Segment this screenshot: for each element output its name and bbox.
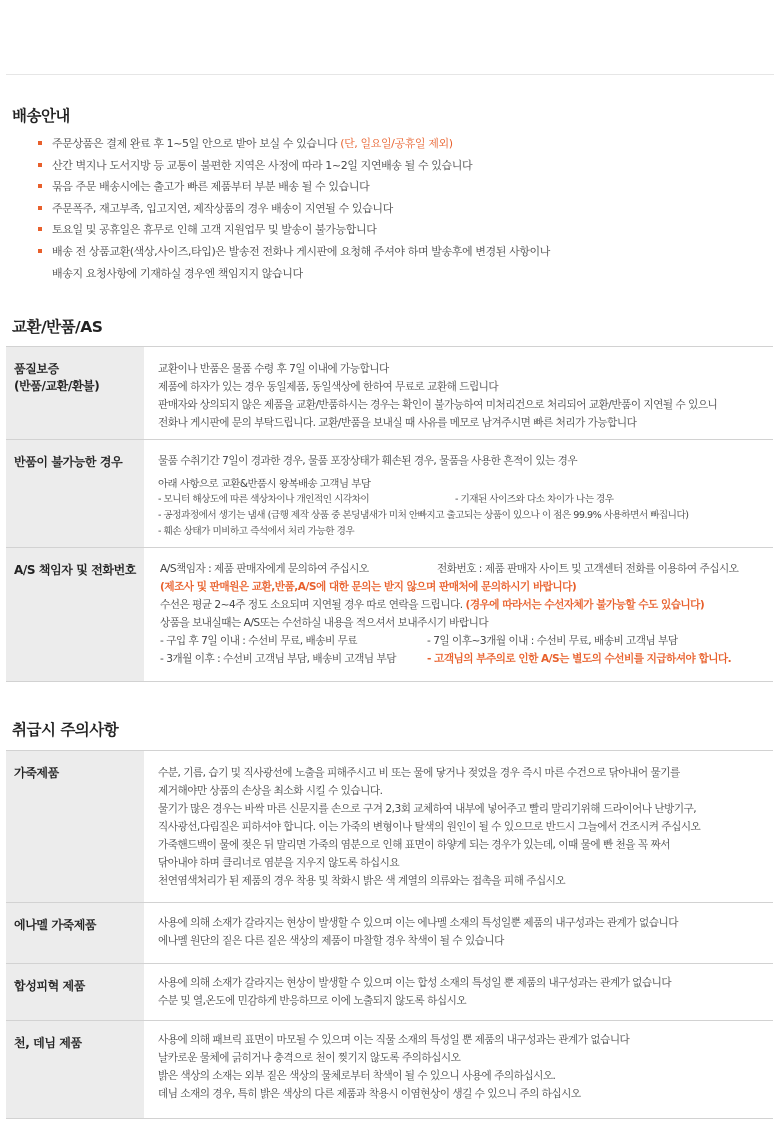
table-row xyxy=(6,1021,773,1119)
list-item: 배송 전 상품교환(색상,사이즈,타입)은 발송전 전화나 게시판에 요청해 주셔야 하며 발송후에 변경된 사항이나 배송지 요청사항에 기재하실 경우엔 책임지지 않습니다 xyxy=(38,241,758,284)
table-row xyxy=(6,751,773,903)
table-row xyxy=(6,903,773,964)
noreturn-content: 물품 수취기간 7일이 경과한 경우, 물품 포장상태가 훼손된 경우, 물품을 사용한 흔적이 있는 경우 아래 사항으로 교환&반품시 왕복배송 고객님 부담 - 모니터 해상도에 따른 색상차이나 개인적인 시각차이 - 기재된 사이즈와 다소 차이가 나는 경우 - 공정과정에서 생기는 냄새 (급행 제작 상품 중 본딩냄새가 미처 안빠지고 출고되는 상품이 있으나 이 점은 99.9% 사용하면서 빠집니다) - 훼손 상태가 미비하고 즉석에서 처리 가능한 경우 xyxy=(144,440,773,548)
as-content: A/S책임자 : 제품 판매자에게 문의하여 주십시오 전화번호 : 제품 판매자 사이트 및 고객센터 전화를 이용하여 주십시오 (제조사 및 판매원은 교환,반품,A/S에 대한 문의는 받지 않으며 판매처에 문의하시기 바랍니다) 수선은 평균 2~4주 정도 소요되며 지연될 경우 따로 연락을 드립니다. (경우에 따라서는 수선자체가 불가능할 수도 있습니다) 상품을 보내실때는 A/S또는 수선하실 내용을 적으셔서 보내주시기 바랍니다 - 구입 후 7일 이내 : 수선비 무료, 배송비 무료 - 7일 이후~3개월 이내 : 수선비 무료, 배송비 고객님 부담 - 3개월 이후 : 수선비 고객님 부담, 배송비 고객님 부담 - 고객님의 부주의로 인한 A/S는 별도의 수선비를 지급하셔야 합니다. xyxy=(144,548,773,682)
row-header-noreturn: 반품이 불가능한 경우 xyxy=(6,440,144,548)
holiday-note: (단, 일요일/공휴일 제외) xyxy=(340,137,453,150)
top-divider xyxy=(6,74,774,75)
shipping-title: 배송안내 xyxy=(12,107,70,125)
table-row xyxy=(6,964,773,1021)
exchange-title: 교환/반품/AS xyxy=(12,318,103,336)
row-header-leather: 가죽제품 xyxy=(6,751,144,903)
shipping-list xyxy=(38,133,758,284)
exchange-table xyxy=(6,346,773,682)
list-item: 토요일 및 공휴일은 휴무로 인해 고객 지원업무 및 발송이 불가능합니다 xyxy=(38,219,758,241)
enamel-content: 사용에 의해 소재가 갈라지는 현상이 발생할 수 있으며 이는 에나멜 소재의 특성일뿐 제품의 내구성과는 관계가 없습니다 에나멜 원단의 짙은 다른 짙은 색상의 제품이 마찰할 경우 착색이 될 수 있습니다 xyxy=(144,903,773,964)
leather-content: 수분, 기름, 습기 및 직사광선에 노출을 피해주시고 비 또는 물에 닿거나 젖었을 경우 즉시 마른 수건으로 닦아내어 물기를 제거해야만 상품의 손상을 최소화 시킬 수 있습니다. 물기가 많은 경우는 바싹 마른 신문지를 손으로 구겨 2,3회 교체하여 내부에 넣어주고 빨리 말리기위해 드라이어나 난방기구, 직사광선,다림질은 피하셔야 합니다. 이는 가죽의 변형이나 탈색의 원인이 될 수 있으므로 반드시 그늘에서 건조시켜 주십시오 가죽핸드백이 물에 젖은 뒤 말리면 가죽의 염분으로 인해 표면이 하얗게 되는 경우가 있는데, 이때 물에 빤 천을 꼭 짜서 닦아내야 하며 클리너로 염분을 지우지 않도록 하십시요 천연염색처리가 된 제품의 경우 착용 및 착화시 밝은 색 계열의 의류와는 접촉을 피해 주십시오 xyxy=(158,767,701,887)
list-item: 묶음 주문 배송시에는 출고가 빠른 제품부터 부분 배송 될 수 있습니다 xyxy=(38,176,758,198)
quality-content: 교환이나 반품은 물품 수령 후 7일 이내에 가능합니다 제품에 하자가 있는 경우 동일제품, 동일색상에 한하여 무료로 교환해 드립니다 판매자와 상의되지 않은 제품을 교환/반품하시는 경우는 확인이 불가능하여 미처리건으로 처리되어 교환/반품이 지연될 수 있으니 전화나 게시판에 문의 부탁드립니다. 교환/반품을 보내실 때 사유를 메모로 남겨주시면 빠른 처리가 가능합니다 xyxy=(158,363,718,429)
row-header-enamel: 에나멜 가죽제품 xyxy=(6,903,144,964)
list-item: 산간 벽지나 도서지방 등 교통이 불편한 지역은 사정에 따라 1~2일 지연배송 될 수 있습니다 xyxy=(38,155,758,177)
row-header-synthetic: 합성피혁 제품 xyxy=(6,964,144,1021)
list-item: 주문폭주, 재고부족, 입고지연, 제작상품의 경우 배송이 지연될 수 있습니다 xyxy=(38,198,758,220)
list-item: 주문상품은 결제 완료 후 1~5일 안으로 받아 보실 수 있습니다 (단, 일요일/공휴일 제외) xyxy=(38,133,758,155)
row-header-denim: 천, 데님 제품 xyxy=(6,1021,144,1119)
synthetic-content: 사용에 의해 소재가 갈라지는 현상이 발생할 수 있으며 이는 합성 소재의 특성일 뿐 제품의 내구성과는 관계가 없습니다 수분 및 열,온도에 민감하게 반응하므로 이에 노출되지 않도록 하십시오 xyxy=(144,964,773,1021)
table-row xyxy=(6,548,773,682)
care-title: 취급시 주의사항 xyxy=(12,721,119,739)
care-table xyxy=(6,750,773,1119)
row-header-as: A/S 책임자 및 전화번호 xyxy=(6,548,144,682)
denim-content: 사용에 의해 패브릭 표면이 마모될 수 있으며 이는 직물 소재의 특성일 뿐 제품의 내구성과는 관계가 없습니다 날카로운 물체에 긁히거나 충격으로 천이 찢기지 않도록 주의하십시오 밝은 색상의 소재는 외부 짙은 색상의 물체로부터 착색이 될 수 있으니 사용에 주의하십시오. 데님 소재의 경우, 특히 밝은 색상의 다른 제품과 착용시 이염현상이 생길 수 있으니 주의 하십시오 xyxy=(144,1021,773,1119)
table-row xyxy=(6,347,773,440)
row-header-quality: 품질보증 (반품/교환/환불) xyxy=(6,347,144,440)
table-row xyxy=(6,440,773,548)
